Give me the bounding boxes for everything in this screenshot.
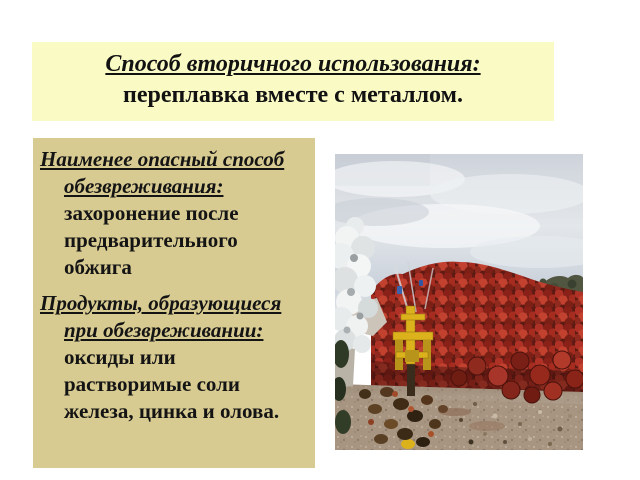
- paragraph-products-body: оксиды или растворимые соли железа, цинка и олова.: [64, 345, 280, 423]
- info-box: [33, 138, 315, 468]
- blue-barrel: [397, 286, 402, 294]
- paragraph-products: [40, 290, 307, 425]
- slide-title-heading: Способ вторичного использования:: [105, 51, 481, 77]
- blue-barrel: [419, 280, 423, 286]
- paragraph-products-heading: Продукты, образующиеся при обезвреживании:: [40, 291, 282, 342]
- title-box: [32, 42, 554, 121]
- barrel-dump-photo: [335, 154, 583, 450]
- paragraph-disposal-body: захоронение после предварительного обжига: [64, 201, 239, 279]
- slide-title-subheading: переплавка вместе с металлом.: [123, 82, 463, 108]
- paragraph-disposal-method: [40, 146, 307, 281]
- paragraph-disposal-heading: Наименее опасный способ обезвреживания:: [40, 147, 285, 198]
